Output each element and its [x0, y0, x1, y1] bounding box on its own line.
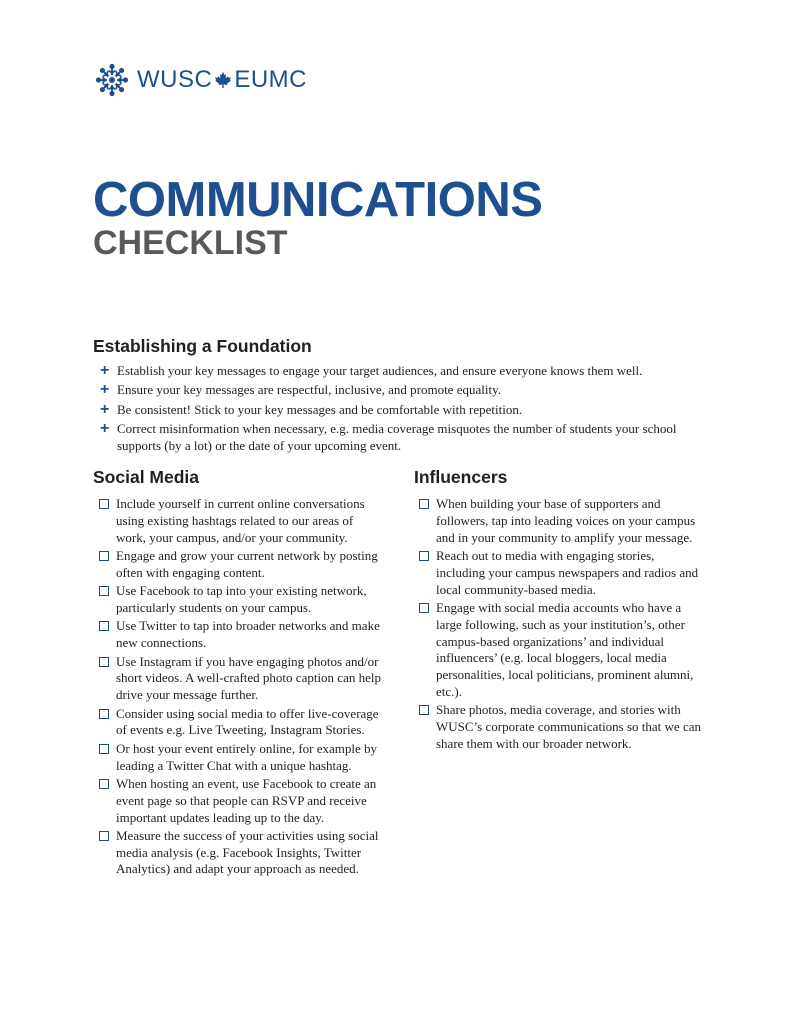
checklist-item-text: Include yourself in current online conversations using existing hashtags related to our areas of work, your campus, and/or your community. [116, 496, 365, 545]
plus-icon: + [100, 381, 110, 399]
page-subtitle: CHECKLIST [93, 224, 288, 262]
foundation-list [100, 363, 690, 457]
page-title: COMMUNICATIONS [93, 173, 543, 227]
plus-icon: + [100, 420, 110, 438]
checkbox-icon[interactable] [99, 657, 109, 667]
checklist-item [419, 600, 704, 701]
foundation-heading: Establishing a Foundation [93, 336, 312, 356]
list-item [100, 363, 690, 380]
checklist-item-text: Engage and grow your current network by posting often with engaging content. [116, 547, 378, 580]
checklist-item-text: Or host your event entirely online, for example by leading a Twitter Chat with a unique hashtag. [116, 740, 378, 773]
social-media-checklist [99, 496, 384, 880]
logo-wordmark [137, 66, 307, 94]
list-item [100, 402, 690, 419]
plus-icon: + [100, 362, 110, 379]
checklist-item [99, 741, 384, 775]
checklist-item [99, 618, 384, 652]
snowflake-figures-icon [94, 62, 130, 98]
checkbox-icon[interactable] [99, 779, 109, 789]
checklist-item-text: Share photos, media coverage, and stories with WUSC’s corporate communications so that we can share them with our broader network. [436, 702, 701, 751]
checklist-item [419, 548, 704, 598]
checkbox-icon[interactable] [99, 586, 109, 596]
logo-wusc-text: WUSC [137, 66, 213, 93]
checklist-item [419, 702, 704, 752]
checkbox-icon[interactable] [419, 603, 429, 613]
checkbox-icon[interactable] [99, 709, 109, 719]
checkbox-icon[interactable] [99, 621, 109, 631]
maple-leaf-icon [214, 71, 232, 89]
checkbox-icon[interactable] [99, 551, 109, 561]
list-item [100, 421, 690, 455]
checklist-item [99, 706, 384, 740]
list-item [100, 382, 690, 399]
checklist-item [99, 496, 384, 546]
checklist-item-text: Use Instagram if you have engaging photos and/or short videos. A well-crafted photo caption can help drive your message further. [116, 653, 381, 703]
checkbox-icon[interactable] [419, 705, 429, 715]
checklist-item-text: Use Facebook to tap into your existing network, particularly students on your campus. [116, 583, 367, 615]
checkbox-icon[interactable] [99, 744, 109, 754]
checklist-item-text: Consider using social media to offer live-coverage of events e.g. Live Tweeting, Instagram Stories. [116, 705, 379, 738]
checkbox-icon[interactable] [419, 551, 429, 561]
list-item-text: Be consistent! Stick to your key messages and be comfortable with repetition. [117, 401, 523, 417]
plus-icon: + [100, 400, 110, 418]
checklist-item-text: Engage with social media accounts who have a large following, such as your institution’s, other campus-based organizations’ and individual influencers’ (e.g. local bloggers, local media personalities, local politicians, prominent alumni, etc.). [436, 599, 694, 699]
checklist-item [99, 654, 384, 704]
checklist-item [419, 496, 704, 546]
list-item-text: Correct misinformation when necessary, e.g. media coverage misquotes the number of students your school supports (by a lot) or the date of your upcoming event. [117, 421, 677, 453]
wusc-eumc-logo [94, 61, 307, 99]
checkbox-icon[interactable] [99, 499, 109, 509]
checklist-item-text: Measure the success of your activities using social media analysis (e.g. Facebook Insights, Twitter Analytics) and adapt your approach as needed. [116, 827, 379, 877]
list-item-text: Ensure your key messages are respectful, inclusive, and promote equality. [117, 382, 501, 398]
checklist-item [99, 828, 384, 878]
checklist-item [99, 776, 384, 826]
logo-eumc-text: EUMC [234, 66, 307, 93]
checklist-item-text: Reach out to media with engaging stories, including your campus newspapers and radios and local community-based media. [436, 547, 699, 597]
checkbox-icon[interactable] [99, 831, 109, 841]
list-item-text: Establish your key messages to engage your target audiences, and ensure everyone knows them well. [117, 363, 643, 378]
checklist-item [99, 548, 384, 582]
influencers-heading: Influencers [414, 467, 508, 487]
checklist-item-text: Use Twitter to tap into broader networks and make new connections. [116, 618, 380, 651]
checklist-item [99, 583, 384, 617]
checklist-item-text: When building your base of supporters and followers, tap into leading voices on your campus and in your community to amplify your message. [436, 496, 696, 545]
influencers-checklist [419, 496, 704, 754]
checklist-item-text: When hosting an event, use Facebook to create an event page so that people can RSVP and receive important updates leading up to the day. [116, 775, 377, 825]
social-media-heading: Social Media [93, 467, 200, 487]
checkbox-icon[interactable] [419, 499, 429, 509]
